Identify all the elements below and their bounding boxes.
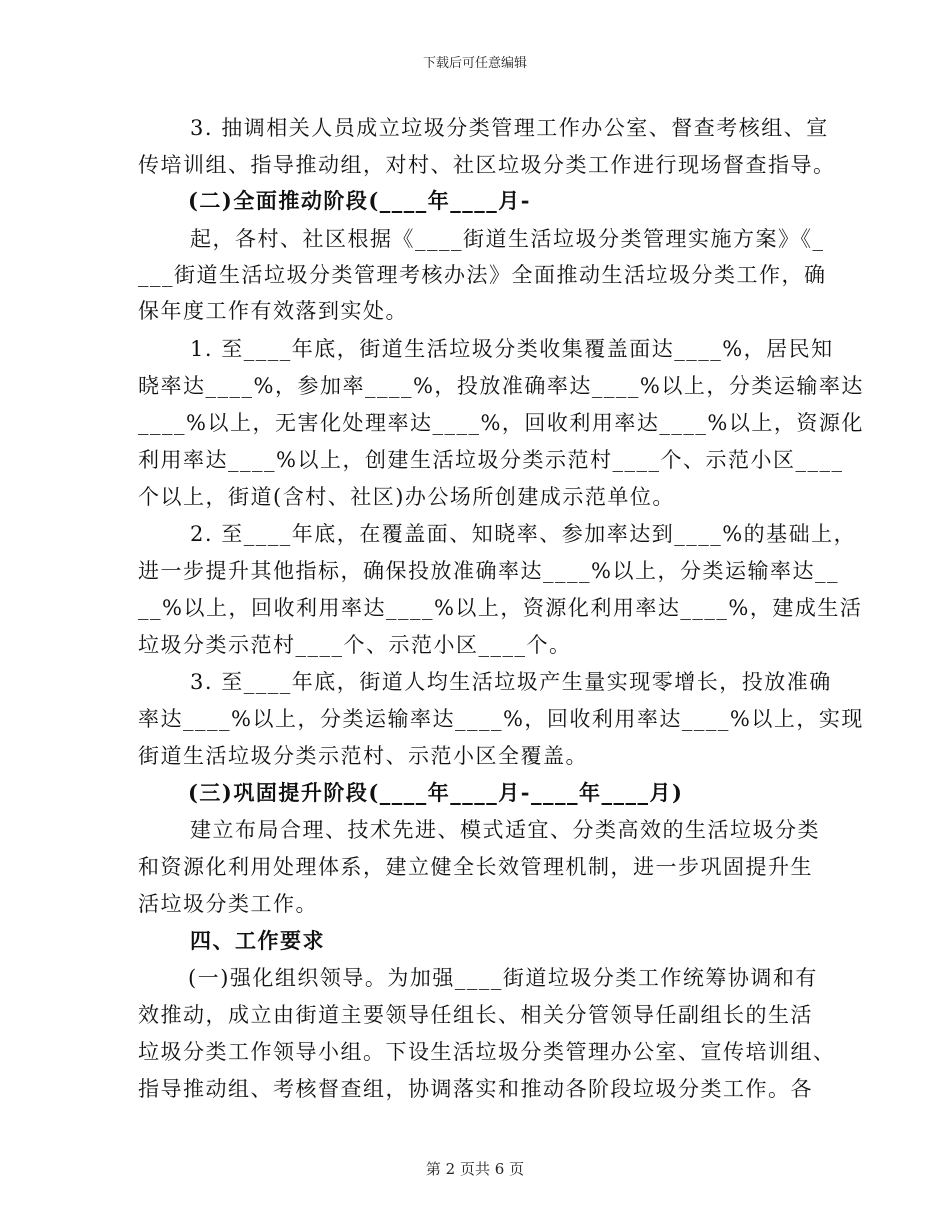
text-line: 保年度工作有效落到实处。 <box>138 299 408 323</box>
text-line: 晓率达____%，参加率____%，投放准确率达____%以上，分类运输率达 <box>138 374 864 398</box>
text-line: 效推动，成立由街道主要领导任组长、相关分管领导任副组长的生活 <box>138 1003 813 1027</box>
text-line: 进一步提升其他指标，确保投放准确率达____%以上，分类运输率达__ <box>138 559 839 583</box>
section-heading: (二)全面推动阶段(____年____月- <box>188 188 532 213</box>
text-line: 垃圾分类工作领导小组。下设生活垃圾分类管理办公室、宣传培训组、 <box>138 1040 836 1064</box>
text-line: 率达____%以上，分类运输率达____%，回收利用率达____%以上，实现 <box>138 707 864 731</box>
text-line: 传培训组、指导推动组，对村、社区垃圾分类工作进行现场督查指导。 <box>138 153 836 177</box>
text-line: 1. 至____年底，街道生活垃圾分类收集覆盖面达____%，居民知 <box>190 337 834 361</box>
text-line: 个以上，街道(含村、社区)办公场所创建成示范单位。 <box>138 485 675 509</box>
text-line: ___街道生活垃圾分类管理考核办法》全面推动生活垃圾分类工作，确 <box>138 263 827 287</box>
text-line: __%以上，回收利用率达____%以上，资源化利用率达____%，建成生活 <box>138 596 863 620</box>
text-line: 建立布局合理、技术先进、模式适宜、分类高效的生活垃圾分类 <box>190 818 820 842</box>
text-line: ____%以上，无害化处理率达____%，回收利用率达____%以上，资源化 <box>138 411 864 435</box>
text-line: 街道生活垃圾分类示范村、示范小区全覆盖。 <box>138 744 588 768</box>
text-line: 和资源化利用处理体系，建立健全长效管理机制，进一步巩固提升生 <box>138 855 813 879</box>
text-line: 活垃圾分类工作。 <box>138 892 318 916</box>
text-line: 起，各村、社区根据《____街道生活垃圾分类管理实施方案》《_ <box>190 227 825 251</box>
text-line: 2. 至____年底，在覆盖面、知晓率、参加率达到____%的基础上， <box>190 522 857 546</box>
text-line: 3. 抽调相关人员成立垃圾分类管理工作办公室、督查考核组、宣 <box>190 116 829 140</box>
text-line: 垃圾分类示范村____个、示范小区____个。 <box>138 633 572 657</box>
page-header: 下载后可任意编辑 <box>422 56 527 71</box>
text-line: 利用率达____%以上，创建生活垃圾分类示范村____个、示范小区____ <box>138 448 844 472</box>
text-line: (一)强化组织领导。为加强____街道垃圾分类工作统筹协调和有 <box>188 966 818 990</box>
text-line: 指导推动组、考核督查组，协调落实和推动各阶段垃圾分类工作。各 <box>138 1077 813 1101</box>
page-footer: 第 2 页共 6 页 <box>425 1160 525 1178</box>
chapter-heading: 四、工作要求 <box>190 928 325 953</box>
text-line: 3. 至____年底，街道人均生活垃圾产生量实现零增长，投放准确 <box>190 670 832 694</box>
section-heading: (三)巩固提升阶段(____年____月-____年____月) <box>188 780 684 805</box>
